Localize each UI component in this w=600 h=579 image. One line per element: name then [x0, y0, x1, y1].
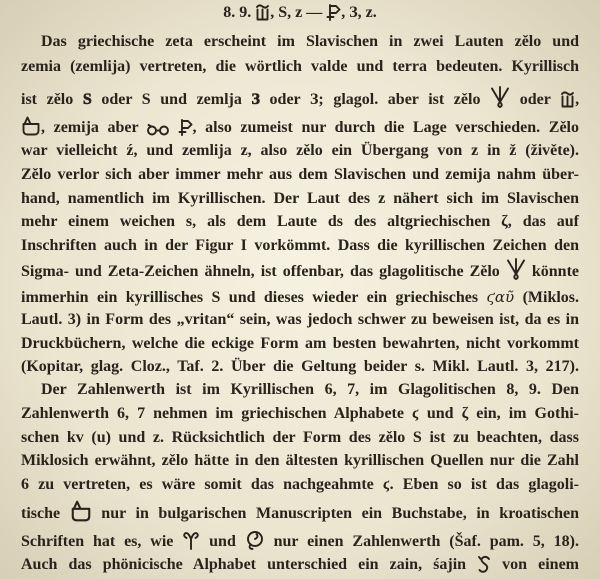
greek-word: ϛαῦ: [486, 288, 515, 306]
text-line: [21, 56, 579, 78]
line-text: 6 zu vertreten, es wäre somit das nachgeahmte ϛ. Eben so ist das glagoli-: [21, 476, 579, 493]
line-text: Lautl. 3) in Form des „vritan“ sein, was jedoch schwer zu beweisen ist, da es in: [21, 311, 579, 328]
line-text: nur in bulgarischen Manuscripten ein Buchstabe, in kroatischen: [101, 505, 580, 522]
text-line: [21, 235, 579, 257]
line-text: schen kv (u) und z. Rücksichtlich der Form des zělo S ist zu beachten, dass: [21, 429, 579, 446]
line-text: Schriften hat es, wie: [21, 533, 174, 550]
text-line: [41, 31, 579, 53]
glagolitic-zemlja-loop-glyph: [147, 121, 169, 132]
glagolitic-dzelo-angular-glyph: [255, 6, 270, 17]
text-line: [21, 474, 579, 496]
line-text: und: [209, 533, 236, 550]
line-text: (Miklos.: [522, 289, 580, 306]
heading-number: 8. 9.: [223, 4, 252, 21]
text-line: [21, 286, 579, 308]
line-text: oder З; glagol. aber ist zělo: [269, 91, 481, 108]
text-line: [21, 89, 579, 111]
glagolitic-zemlja-round-glyph: [70, 507, 92, 518]
text-line: [21, 188, 579, 210]
line-text: Der Zahlenwerth ist im Kyrillischen 6, 7, im Glagolitischen 8, 9. Den: [41, 381, 579, 398]
line-text: zemia (zemlija) vertreten, die wörtlich valde und terra bedeuten. Kyrillisch: [21, 58, 579, 75]
heading-text: , S, z —: [270, 4, 323, 21]
line-text: könnte: [531, 263, 579, 280]
glagolitic-dzelo-angular-glyph: [560, 93, 575, 104]
text-line: [21, 356, 579, 378]
text-line: [21, 333, 579, 355]
line-text: Auch das phönicische Alphabet unterschied ein zain, śajin: [21, 556, 467, 573]
line-text: Sigma- und Zeta-Zeichen ähneln, ist offenbar, das glagolitische Zělo: [21, 263, 500, 280]
line-text: tische: [21, 505, 61, 522]
line-text: Miklosich erwähnt, zělo hätte in den ältesten kyrillischen Quellen nur die Zahl: [21, 452, 579, 469]
line-text: mehr einem weichen s, als dem Laute ds des altgriechischen ζ, das auf: [21, 213, 579, 230]
glagolitic-dzelo-round-glyph: [490, 93, 510, 104]
glagolitic-zemlja-round-glyph: [21, 121, 41, 132]
line-text: , also zumeist nur durch die Lage verschieden. Zělo: [192, 119, 580, 136]
glagolitic-dzelo-round-glyph: [506, 265, 526, 276]
text-line: [21, 164, 579, 186]
line-text: ,: [575, 91, 580, 108]
line-text: oder: [519, 91, 551, 108]
phoenician-sajin-glyph: [477, 558, 491, 569]
line-text: Zahlenwerth 6, 7 nehmen im griechischen Alphabete ϛ und ζ ein, im Gothi-: [21, 405, 579, 422]
cyrillic-dzelo-letter: S: [82, 91, 92, 108]
line-text: , zemija aber: [41, 119, 139, 136]
text-line: [21, 554, 579, 576]
line-text: hand, namentlich im Kyrillischen. Der Laut des z nähert sich im Slavischen: [21, 190, 579, 207]
text-line: [21, 261, 579, 283]
glagolitic-letter-glyph-a: [182, 535, 200, 546]
glagolitic-zemlja-angular-glyph: [178, 121, 193, 132]
text-line: [21, 503, 579, 525]
text-line: [21, 309, 579, 331]
text-line: [41, 379, 579, 401]
glagolitic-zemlja-angular-glyph: [326, 6, 341, 17]
line-text: ist zělo: [21, 91, 74, 108]
heading-text: , З, z.: [341, 4, 377, 21]
text-line: [21, 531, 579, 553]
glagolitic-letter-glyph-b: [245, 535, 265, 546]
text-line: [21, 427, 579, 449]
line-text: Inschriften auch in der Figur I vorkömmt. Dass die kyrillischen Zeichen den: [21, 237, 579, 254]
text-line: [21, 211, 579, 233]
line-text: von einem: [502, 556, 580, 573]
line-text: Druckbüchern, welche die eckige Form am besten bewahrten, nicht vorkommt: [21, 335, 579, 352]
line-text: immerhin ein kyrillisches S und dieses wieder ein griechisches: [21, 289, 479, 306]
text-line: [21, 403, 579, 425]
line-text: war vielleicht ź, und zemlija z, also zělo ein Übergang von z in ž (živěte).: [21, 142, 579, 159]
text-line: [21, 140, 579, 162]
line-text: Zělo verlor sich aber immer mehr aus dem Slavischen und zemija nahm über-: [21, 166, 579, 183]
line-text: Das griechische zeta erscheint im Slavischen in zwei Lauten zělo und: [41, 33, 579, 50]
line-text: oder S und zemlja: [101, 91, 242, 108]
page-heading: [21, 2, 579, 24]
line-text: nur einen Zahlenwerth (Šaf. pam. 5, 18).: [273, 533, 580, 550]
text-line: [21, 450, 579, 472]
cyrillic-zemlja-letter: З: [251, 91, 260, 108]
text-line: [21, 117, 579, 139]
line-text: (Kopitar, glag. Cloz., Taf. 2. Über die Geltung beider s. Mikl. Lautl. 3, 217).: [21, 358, 579, 375]
